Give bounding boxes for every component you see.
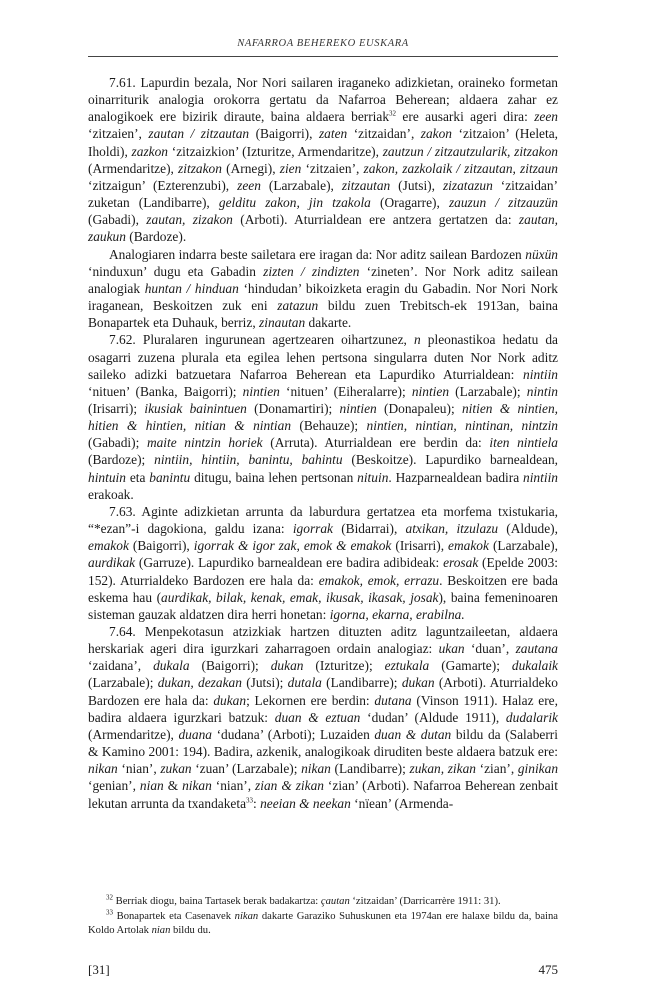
text-run: (Larzabale), <box>488 538 558 554</box>
text-run: 7.63. Aginte adizkietan arrunta da laburdura gertatzea eta morfema txistukaria, “*ezan”-i dagokiona, galdu izana: <box>88 503 558 537</box>
paragraph-7-64 <box>88 623 558 812</box>
text-run: ‘ninduxun’ dugu eta Gabadin <box>88 263 264 279</box>
text-run: (Gabadi); <box>88 435 147 451</box>
text-run: ‘nian’, <box>211 778 256 794</box>
text-run: ‘dudana’ (Arboti); Luzaiden <box>211 726 375 742</box>
text-run: dakarte. <box>305 315 352 331</box>
italic-term: zien <box>279 160 302 176</box>
italic-term: zakon <box>420 126 453 142</box>
text-run: ‘zitzaien’, <box>301 160 364 176</box>
text-run: (Baigorri), <box>128 538 194 554</box>
italic-term: neeian & neekan <box>260 795 351 811</box>
text-run: ; Lekornen ere berdin: <box>246 692 375 708</box>
text-run: ‘nituen’ (Eiheralarre); <box>279 383 412 399</box>
italic-term: dukalaik <box>511 658 558 674</box>
italic-term: nintiin <box>523 366 558 382</box>
italic-term: dutala <box>287 675 322 691</box>
italic-term: zautan / zitzautan <box>148 126 250 142</box>
italic-term: zinautan <box>259 315 306 331</box>
footnote-ref: 32 <box>389 109 397 118</box>
text-run: (Oragarre), <box>370 195 449 211</box>
text-run: (Arboti). Aturrialdean ere antzera gertatzen da: <box>232 212 519 228</box>
italic-term: zeen <box>237 177 261 193</box>
italic-term: zukan <box>160 761 192 777</box>
italic-term: eztukala <box>384 658 430 674</box>
italic-term: iten nintiela <box>489 435 559 451</box>
text-run: (Jutsi); <box>241 675 288 691</box>
text-run: (Gabadi), <box>88 212 147 228</box>
text-run: ‘zaidana’, <box>88 658 154 674</box>
text-run: bildu du. <box>170 925 211 936</box>
text-run: (Landibarre); <box>321 675 402 691</box>
italic-term: nikan <box>301 761 331 777</box>
italic-term: zizten / zindizten <box>263 263 360 279</box>
text-run: pleonastikoa hedatu da osagarri zuzena plurala eta egilea lehen pertsona singularra duten Nor Nork aditz saileko adizki batzuetara Nafarroa Beherean eta Lapurdiko Aturrialdean: <box>88 332 558 382</box>
text-run: (Larzabale); <box>449 383 527 399</box>
italic-term: emakok, emok, errazu <box>318 572 440 588</box>
italic-term: nintin <box>526 383 558 399</box>
italic-term: zauzun / zitzauzün <box>448 195 558 211</box>
italic-term: nintien <box>339 400 377 416</box>
footnote-32 <box>88 895 558 910</box>
text-run: bildu da (Salaberri & Kamino 2001: 194). Badira, azkenik, analogikoak diruditen beste aldaera batzuk ere: <box>88 726 558 760</box>
text-run: ‘zitzaien’, <box>88 126 149 142</box>
text-run: (Donamartiri); <box>246 400 340 416</box>
text-run: (Jutsi), <box>390 177 443 193</box>
paragraph-7-61 <box>88 74 558 246</box>
text-run: (Baigorri); <box>189 658 271 674</box>
text-run: ‘nituen’ (Banka, Baigorri); <box>88 383 243 399</box>
text-run: ‘zian’, <box>476 761 518 777</box>
text-run: ditugu, baina lehen pertsonan <box>190 469 358 485</box>
italic-term: ginikan <box>517 761 559 777</box>
text-run: (Gamarte); <box>429 658 512 674</box>
text-run: (Arboti). Aturrialdeko Bardozen ere hala da: <box>88 675 558 708</box>
italic-term: duan & dutan <box>374 726 452 742</box>
italic-term: igorrak <box>292 521 334 537</box>
italic-term: emakok <box>448 538 489 554</box>
section-number: [31] <box>88 962 110 977</box>
text-run: (Behauze); <box>291 418 367 434</box>
text-run: ‘zitzaidan’ zuketan (Landibarre), <box>88 177 559 211</box>
text-run: (Bidarrai), <box>333 521 406 537</box>
text-run: ‘nïean’ (Armenda- <box>350 795 454 811</box>
italic-term: zautzun / zitzautzularik, zitzakon <box>382 143 558 159</box>
text-run: (Armendaritze), <box>88 726 179 742</box>
italic-term: zazkon <box>131 143 168 159</box>
text-run: bildu zuen Trebitsch-ek 1913an, baina Bonapartek eta Duhauk, berriz, <box>88 298 558 331</box>
italic-term: gelditu zakon, jin tzakola <box>218 195 371 211</box>
italic-term: nikan <box>88 761 118 777</box>
italic-term: hintuin <box>88 469 126 485</box>
italic-term: banintu <box>149 469 191 485</box>
italic-term: zautana <box>515 641 558 657</box>
text-run: (Vinson 1911). Halaz ere, badira aldaera igurzkari batzuk: <box>88 692 558 725</box>
italic-term: zeen <box>534 109 558 125</box>
text-run: (Arnegi), <box>221 160 280 176</box>
text-run: ‘zuan’ (Larzabale); <box>191 761 302 777</box>
text-run: (Bardoze); <box>88 452 155 468</box>
italic-term: dutana <box>374 692 412 708</box>
paragraph-7-63 <box>88 503 558 623</box>
italic-term: nintien <box>242 383 280 399</box>
text-run: (Larzabale); <box>88 675 158 691</box>
text-run: ere ausarki ageri dira: <box>396 109 535 125</box>
text-run: Berriak diogu, baina Tartasek berak badakartza: <box>113 896 321 907</box>
text-run: (Donapaleu); <box>376 400 462 416</box>
italic-term: atxikan, itzulazu <box>405 521 499 537</box>
text-run: (Landibarre); <box>330 761 410 777</box>
text-run: ‘zian’ (Arboti). Nafarroa Beherean zenbait lekutan arrunta da txandaketa <box>88 778 558 811</box>
text-run: Bonapartek eta Casenavek <box>113 910 235 922</box>
italic-term: ikusiak bainintuen <box>144 400 247 416</box>
italic-term: dukan <box>213 692 247 708</box>
italic-term: nüxün <box>525 246 558 262</box>
italic-term: ukan <box>438 641 465 657</box>
footnotes <box>88 895 558 939</box>
italic-term: nintiin <box>523 469 558 485</box>
italic-term: duan & eztuan <box>274 709 361 725</box>
text-run: . Hazparnealdean badira <box>388 469 524 485</box>
italic-term: zaten <box>318 126 348 142</box>
text-run: (Bardoze). <box>125 229 187 245</box>
text-run: Analogiaren indarra beste sailetara ere iragan da: Nor aditz sailean Bardozen <box>109 246 526 262</box>
text-run: ‘zitzaidan’ (Darricarrère 1911: 31). <box>349 896 501 907</box>
italic-term: duana <box>178 726 212 742</box>
text-run: (Baigorri), <box>249 126 319 142</box>
italic-term: emakok <box>88 538 129 554</box>
text-run: ), baina femeninoaren sisteman gauzak aldatzen dira herri honetan: <box>88 589 558 622</box>
italic-term: maite nintzin horiek <box>146 435 263 451</box>
text-run: (Irisarri), <box>391 538 449 554</box>
italic-term: igorna, ekarna, erabilna. <box>329 606 465 622</box>
text-run: ‘zitzaidan’, <box>347 126 421 142</box>
running-header: NAFARROA BEHEREKO EUSKARA <box>237 38 409 49</box>
italic-term: dudalarik <box>505 709 558 725</box>
text-run: (Izturitze); <box>303 658 385 674</box>
text-run: ‘nian’, <box>117 761 161 777</box>
text-run: 7.62. Pluralaren ingurunean agertzearen oihartzunez, <box>109 332 414 348</box>
italic-term: çautan <box>320 896 350 907</box>
text-run: (Irisarri); <box>88 400 145 416</box>
italic-term: erosak <box>443 555 479 571</box>
text-run: erakoak. <box>88 486 134 502</box>
text-run: . Beskoitzen ere bada eskema hau ( <box>88 572 558 605</box>
footnote-ref: 33 <box>106 907 113 916</box>
header-rule <box>88 56 558 57</box>
italic-term: dukala <box>153 658 190 674</box>
text-run: ‘genian’, <box>88 778 140 794</box>
text-run: (Epelde 2003: 152). Aturrialdeko Bardozen ere hala da: <box>88 555 558 588</box>
italic-term: nituin <box>357 469 389 485</box>
page-number: 475 <box>538 962 558 977</box>
italic-term: nikan <box>234 910 259 922</box>
text-run: eta <box>125 469 150 485</box>
italic-term: aurdikak <box>88 555 136 571</box>
footnote-33 <box>88 907 558 939</box>
italic-term: n <box>414 332 421 348</box>
text-run: ‘duan’, <box>464 641 516 657</box>
italic-term: zizatazun <box>442 177 493 193</box>
text-run: (Arruta). Aturrialdean ere berdin da: <box>262 435 490 451</box>
text-run: ‘zineten’. Nor Nork aditz sailean analogiak <box>88 263 559 296</box>
text-run: 7.61. Lapurdin bezala, Nor Nori sailaren iraganeko adizkietan, oraineko formetan oinarriturik analogia orokorra gertatu da Nafarroa Beherean; aldaera zahar ez analogikoek ere bizirik diraute, baina aldaera berriak <box>88 75 558 125</box>
text-run: (Aldude), <box>498 521 558 537</box>
text-run: ‘hindudan’ bikoizketa eragin du Gabadin. Nor Nori Nork iraganean, Beskoitzen zuk eni <box>88 280 558 314</box>
italic-term: zautan, zizakon <box>146 212 233 228</box>
text-run: (Beskoitze). Lapurdiko barnealdean, <box>342 452 558 468</box>
text-run: : <box>253 795 261 811</box>
paragraph-7-62 <box>88 331 558 503</box>
text-run: (Larzabale), <box>260 177 342 193</box>
italic-term: zatazun <box>277 298 319 314</box>
italic-term: zian & zikan <box>255 778 324 794</box>
footnote-ref: 32 <box>106 893 113 902</box>
italic-term: dukan <box>401 675 435 691</box>
italic-term: nikan <box>182 778 212 794</box>
italic-term: huntan / hinduan <box>144 280 239 296</box>
text-run: (Garruze). Lapurdiko barnealdean ere badira adibideak: <box>135 555 444 571</box>
italic-term: zitzakon <box>178 160 222 176</box>
text-run: ‘zitzaion’ (Heleta, Iholdi), <box>88 126 559 159</box>
italic-term: zakon, zazkolaik / zitzautan, zitzaun <box>363 160 558 176</box>
italic-term: nian <box>139 778 164 794</box>
text-run: dakarte Garaziko Suhuskunen eta 1974an ere halaxe bildu da, baina Koldo Artolak <box>88 910 558 936</box>
italic-term: dukan, dezakan <box>157 675 242 691</box>
italic-term: zautan, zaukun <box>88 212 558 245</box>
paragraph-analogy <box>88 246 558 332</box>
text-run: ‘zitzaigun’ (Ezterenzubi), <box>88 177 238 193</box>
italic-term: dukan <box>270 658 304 674</box>
italic-term: nintiin, hintiin, banintu, bahintu <box>154 452 343 468</box>
italic-term: aurdikak, bilak, kenak, emak, ikusak, ikasak, josak <box>161 589 439 605</box>
body-text <box>88 74 558 812</box>
text-run: & <box>163 778 183 794</box>
italic-term: nintien <box>411 383 450 399</box>
text-run: 7.64. Menpekotasun atzizkiak hartzen dituzten aditz laguntzaileetan, aldaera herskariak ageri dira igurzkari zaharragoen ordain analogiaz: <box>88 624 558 657</box>
text-run: ‘dudan’ (Aldude 1911), <box>360 709 506 725</box>
italic-term: nitien & nintien, hitien & hintien, nitian & nintian <box>88 400 559 434</box>
italic-term: igorrak & igor zak, emok & emakok <box>193 538 392 554</box>
italic-term: zukan, zikan <box>409 761 476 777</box>
italic-term: zitzautan <box>341 177 391 193</box>
text-run: ‘zitzaizkion’ (Izturitze, Armendaritze), <box>168 143 383 159</box>
italic-term: nian <box>151 925 171 936</box>
text-run: (Armendaritze), <box>88 160 179 176</box>
footnote-ref: 33 <box>246 796 254 805</box>
italic-term: nintien, nintian, nintinan, nintzin <box>366 418 558 434</box>
